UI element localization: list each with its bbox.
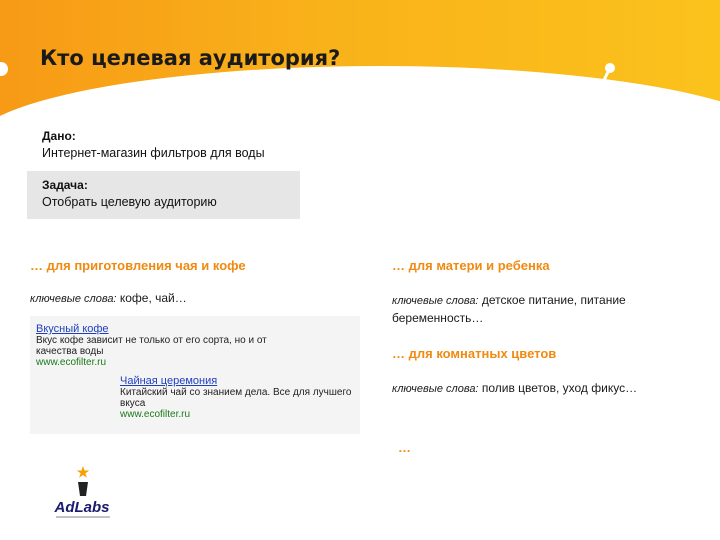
ad-title[interactable]: Чайная церемония [120,375,218,387]
task-text: Отобрать целевую аудиторию [42,195,217,209]
keywords-value: детское питание, питание беременность… [392,293,626,325]
ad-text-line: вкуса [120,398,146,409]
keywords-label: ключевые слова: [392,295,479,307]
ad-text-line: Китайский чай со знанием дела. Все для лучшего [120,387,352,398]
adlabs-logo [48,462,118,522]
given-block [27,128,300,170]
ad-url[interactable]: www.ecofilter.ru [36,357,107,368]
ad-text-line: Вкус кофе зависит не только от его сорта, но и от [36,335,267,346]
task-block [27,171,300,219]
keywords-value: кофе, чай… [119,291,187,305]
segment-heading-tea-coffee: … для приготовления чая и кофе [30,258,246,273]
segment-heading-houseplants: … для комнатных цветов [392,346,557,361]
slide-title: Кто целевая аудитория? [40,46,341,70]
segment-keywords-houseplants [392,380,642,398]
ad-example [120,376,356,420]
segment-keywords-tea-coffee [30,290,350,308]
ad-example [36,324,276,368]
header-band [0,0,720,118]
ad-examples-panel [30,316,360,434]
given-text: Интернет-магазин фильтров для воды [42,146,265,160]
ad-text-line: качества воды [36,346,104,357]
keywords-label: ключевые слова: [30,293,117,305]
molecule-icon [540,56,720,118]
segment-heading-mother-child: … для матери и ребенка [392,258,550,273]
more-ellipsis: … [398,440,411,455]
ad-title[interactable]: Вкусный кофе [36,323,109,335]
task-label: Задача: [42,178,88,192]
keywords-value: полив цветов, уход фикус… [481,381,638,395]
segment-keywords-mother-child [392,292,642,327]
logo-text: AdLabs [54,499,110,516]
side-marker [0,62,8,76]
keywords-label: ключевые слова: [392,383,479,395]
ad-url[interactable]: www.ecofilter.ru [120,409,191,420]
given-label: Дано: [42,129,76,143]
svg-text:★: ★ [76,464,90,480]
